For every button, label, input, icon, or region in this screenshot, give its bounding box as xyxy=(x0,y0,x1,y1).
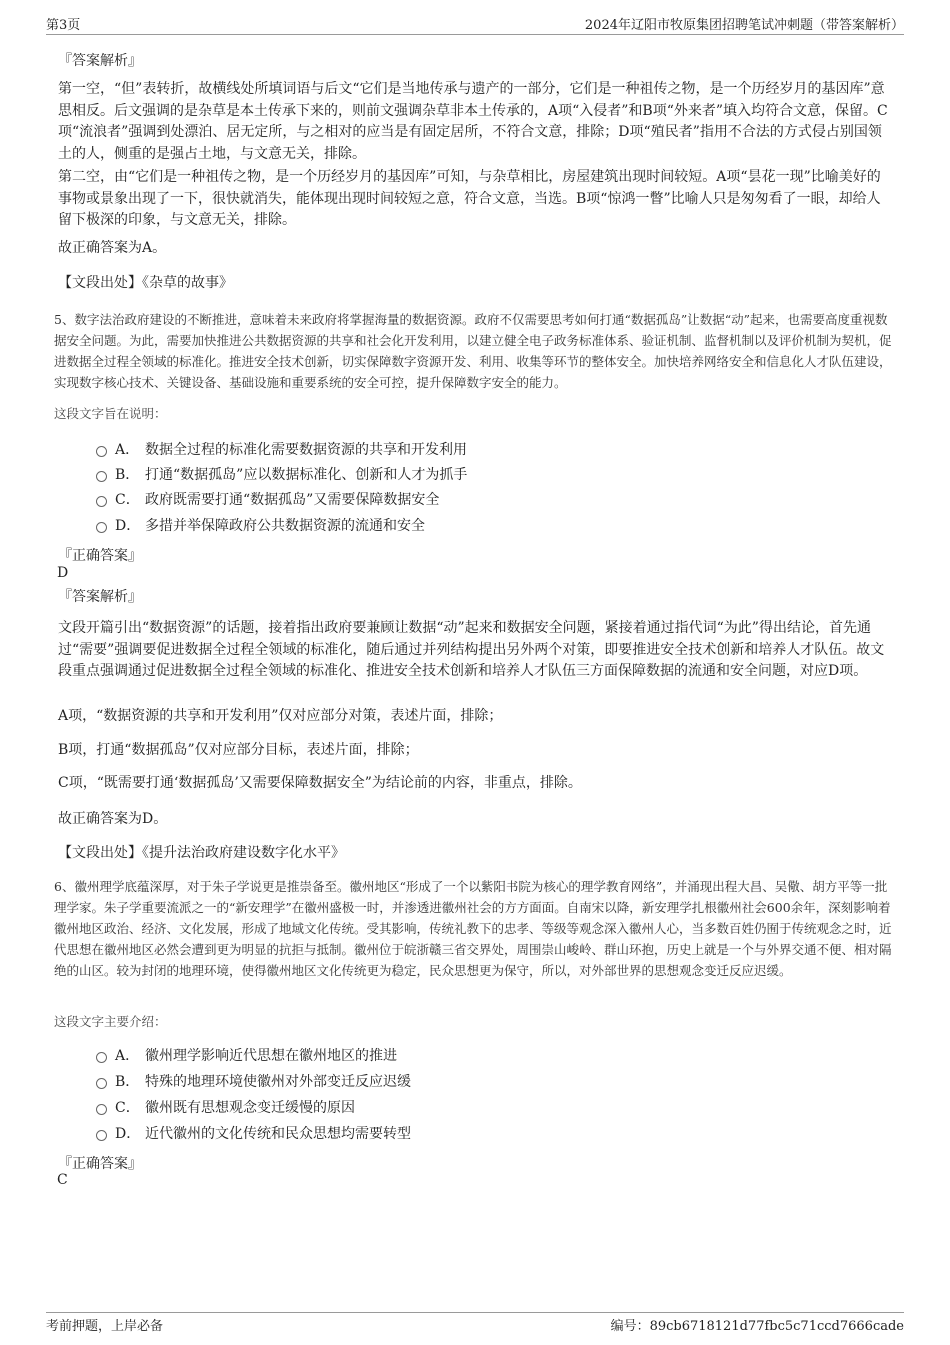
q6-answer-label: 『正确答案』 xyxy=(58,1156,142,1172)
q5-option-d[interactable]: D． 多措并举保障政府公共数据资源的流通和安全 xyxy=(96,516,425,536)
radio-icon[interactable] xyxy=(96,1078,107,1089)
radio-icon[interactable] xyxy=(96,1130,107,1141)
q4-conclusion: 故正确答案为A。 xyxy=(58,240,167,256)
q4-analysis-p1: 第一空，“但”表转折，故横线处所填词语与后文“它们是当地传承与遗产的一部分，它们是一种祖传之物，是一个历经岁月的基因库”意思相反。后文强调的是杂草是本土传承下来的，则前文强调杂草非本土传承的，A项“入侵者”和B项“外来者”填入均符合文意，保留。C项“流浪者”强调到处漂泊、居无定所，与之相对的应当是有固定居所，不符合文意，排除；D项“殖民者”指用不合法的方式侵占别国领土的人，侧重的是强占土地，与文意无关，排除。 xyxy=(58,81,888,162)
q6-option-d[interactable]: D． 近代徽州的文化传统和民众思想均需要转型 xyxy=(96,1124,411,1144)
q4-analysis-label: 『答案解析』 xyxy=(58,53,142,69)
radio-icon[interactable] xyxy=(96,446,107,457)
page-footer xyxy=(46,1312,904,1335)
radio-icon[interactable] xyxy=(96,1104,107,1115)
q5-source: 【文段出处】《提升法治政府建设数字化水平》 xyxy=(58,845,345,861)
footer-serial: 编号：89cb6718121d77fbc5c71ccd7666cade xyxy=(610,1319,904,1334)
q5-option-c[interactable]: C． 政府既需要打通“数据孤岛”又需要保障数据安全 xyxy=(96,490,439,510)
radio-icon[interactable] xyxy=(96,496,107,507)
q5-conclusion: 故正确答案为D。 xyxy=(58,811,168,827)
q5-option-a[interactable]: A． 数据全过程的标准化需要数据资源的共享和开发利用 xyxy=(96,440,467,460)
q5-analysis-p4: C项，“既需要打通‘数据孤岛’又需要保障数据安全”为结论前的内容，非重点，排除。 xyxy=(58,775,582,791)
q5-analysis-p1: 文段开篇引出“数据资源”的话题，接着指出政府要兼顾让数据“动”起来和数据安全问题，紧接着通过指代词“为此”得出结论，首先通过“需要”强调要促进数据全过程全领域的标准化，随后通过并列结构提出另外两个对策，即要推进安全技术创新和培养人才队伍。故文段重点强调通过促进数据全过程全领域的标准化、推进安全技术创新和培养人才队伍三方面保障数据的流通和安全问题，对应D项。 xyxy=(58,620,885,679)
q5-answer: D xyxy=(57,565,69,581)
q6-question: 6、徽州理学底蕴深厚，对于朱子学说更是推崇备至。徽州地区“形成了一个以紫阳书院为核心的理学教育网络”，并涌现出程大昌、吴儆、胡方平等一批理学家。朱子学重要流派之一的“新安理学”在徽州盛极一时，并渗透进徽州社会的方方面面。自南宋以降，新安理学扎根徽州社会600余年，深刻影响着徽州地区政治、经济、文化发展，形成了地域文化传统。受其影响，传统礼教下的忠孝、等级等观念深入徽州人心，当多数百姓仍囿于传统观念之时，近代思想在徽州地区必然会遭到更为明显的抗拒与抵制。徽州位于皖浙赣三省交界处，周围崇山峻岭、群山环抱，历史上就是一个与外界交通不便、相对隔绝的山区。较为封闭的地理环境，使得徽州地区文化传统更为稳定，民众思想更为保守，所以，对外部世界的思想观念变迁反应迟缓。 xyxy=(54,879,892,978)
q5-analysis-p2: A项，“数据资源的共享和开发利用”仅对应部分对策，表述片面，排除； xyxy=(58,708,503,724)
q6-option-c[interactable]: C． 徽州既有思想观念变迁缓慢的原因 xyxy=(96,1098,355,1118)
q4-analysis-p2: 第二空，由“它们是一种祖传之物，是一个历经岁月的基因库”可知，与杂草相比，房屋建筑出现时间较短。A项“昙花一现”比喻美好的事物或景象出现了一下，很快就消失，能体现出现时间较短之意，符合文意，当选。B项“惊鸿一瞥”比喻人只是匆匆看了一眼，却给人留下极深的印象，与文意无关，排除。 xyxy=(58,169,881,228)
page-header xyxy=(46,14,904,35)
q5-answer-label: 『正确答案』 xyxy=(58,548,142,564)
footer-slogan: 考前押题，上岸必备 xyxy=(46,1319,164,1334)
q5-analysis-label: 『答案解析』 xyxy=(58,589,142,605)
q5-analysis-p3: B项，打通“数据孤岛”仅对应部分目标，表述片面，排除； xyxy=(58,742,419,758)
q5-prompt: 这段文字旨在说明： xyxy=(54,406,167,421)
page-number: 第3页 xyxy=(46,18,81,33)
radio-icon[interactable] xyxy=(96,471,107,482)
radio-icon[interactable] xyxy=(96,1052,107,1063)
q6-option-b[interactable]: B． 特殊的地理环境使徽州对外部变迁反应迟缓 xyxy=(96,1072,411,1092)
document-title: 2024年辽阳市牧原集团招聘笔试冲刺题（带答案解析） xyxy=(584,18,904,33)
q6-option-a[interactable]: A． 徽州理学影响近代思想在徽州地区的推进 xyxy=(96,1046,397,1066)
q5-question: 5、数字法治政府建设的不断推进，意味着未来政府将掌握海量的数据资源。政府不仅需要思考如何打通“数据孤岛”让数据“动”起来，也需要高度重视数据安全问题。为此，需要加快推进公共数据资源的共享和社会化开发利用，以建立健全电子政务标准体系、验证机制、监督机制以及评价机制为契机，促进数据全过程全领域的标准化。推进安全技术创新，切实保障数字资源开发、利用、收集等环节的整体安全。加快培养网络安全和信息化人才队伍建设，实现数字核心技术、关键设备、基础设施和重要系统的安全可控，提升保障数字安全的能力。 xyxy=(54,312,892,390)
q6-prompt: 这段文字主要介绍： xyxy=(54,1014,167,1029)
q6-answer: C xyxy=(57,1172,68,1188)
q5-option-b[interactable]: B． 打通“数据孤岛”应以数据标准化、创新和人才为抓手 xyxy=(96,465,467,485)
radio-icon[interactable] xyxy=(96,522,107,533)
q4-source: 【文段出处】《杂草的故事》 xyxy=(58,275,233,291)
